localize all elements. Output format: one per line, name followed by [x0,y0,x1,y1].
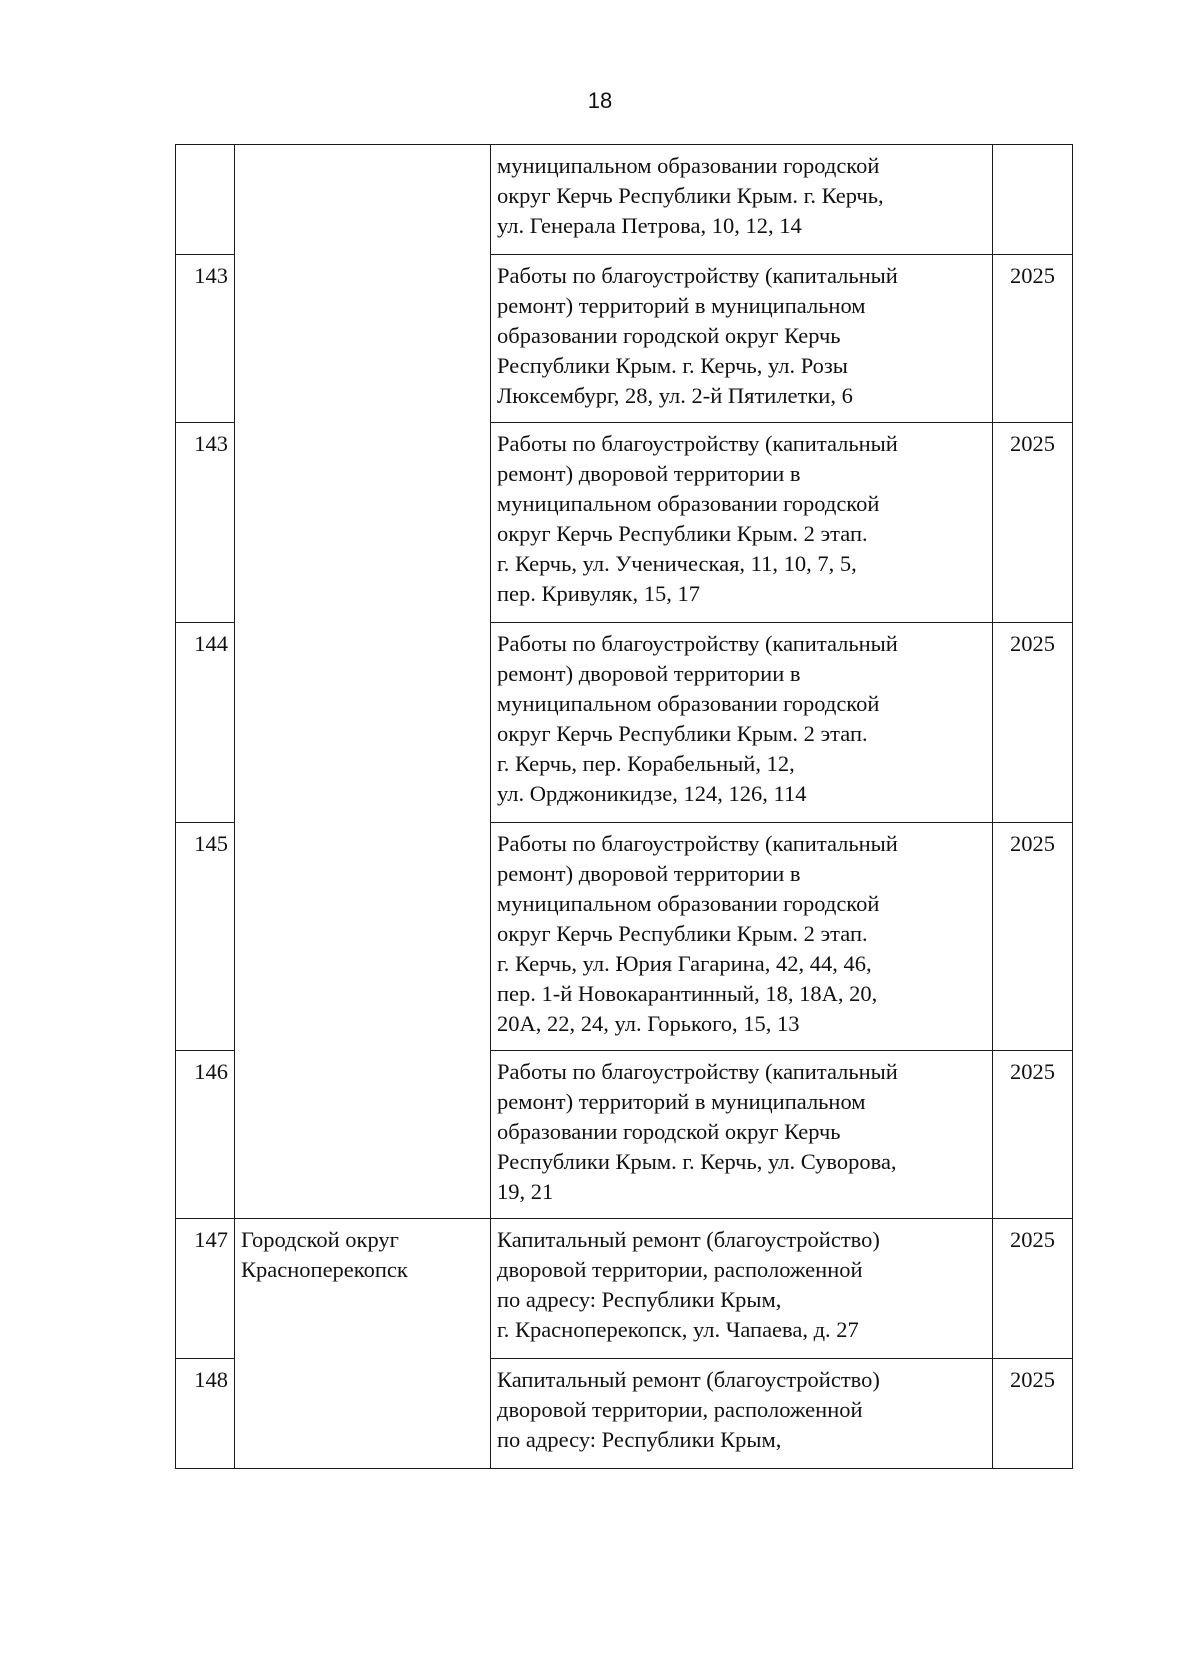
description-line: 20А, 22, 24, ул. Горького, 15, 13 [497,1011,800,1036]
description-cell [491,423,993,623]
description-line: муниципальном образовании городской [497,691,880,716]
description-line: г. Керчь, ул. Ученическая, 11, 10, 7, 5, [497,551,857,576]
row-number: 145 [176,823,235,1051]
description-line: Люксембург, 28, ул. 2-й Пятилетки, 6 [497,383,853,408]
description-line: Работы по благоустройству (капитальный [497,631,898,656]
description-line: ремонт) дворовой территории в [497,861,801,886]
description-line: пер. Кривуляк, 15, 17 [497,581,700,606]
row-number: 148 [176,1359,235,1469]
municipality-cell [235,145,491,1219]
description-cell [491,1359,993,1469]
description-line: Капитальный ремонт (благоустройство) [497,1367,880,1392]
row-number: 143 [176,255,235,423]
description-line: Работы по благоустройству (капитальный [497,263,898,288]
row-number: 143 [176,423,235,623]
description-line: г. Красноперекопск, ул. Чапаева, д. 27 [497,1317,859,1342]
table-row [176,1219,1073,1359]
description-cell [491,823,993,1051]
description-line: муниципальном образовании городской [497,153,880,178]
description-line: Капитальный ремонт (благоустройство) [497,1227,880,1252]
description-line: г. Керчь, ул. Юрия Гагарина, 42, 44, 46, [497,951,872,976]
description-line: г. Керчь, пер. Корабельный, 12, [497,751,795,776]
year-cell: 2025 [993,623,1073,823]
description-line: 19, 21 [497,1179,554,1204]
description-line: по адресу: Республики Крым, [497,1427,782,1452]
description-line: ремонт) дворовой территории в [497,461,801,486]
description-line: муниципальном образовании городской [497,491,880,516]
year-cell: 2025 [993,1051,1073,1219]
year-cell [993,145,1073,255]
description-line: образовании городской округ Керчь [497,323,841,348]
page-number: 18 [587,88,613,113]
description-line: Работы по благоустройству (капитальный [497,431,898,456]
municipality-line: Городской округ [241,1227,399,1252]
year-cell: 2025 [993,1359,1073,1469]
description-line: округ Керчь Республики Крым. 2 этап. [497,921,868,946]
description-line: ремонт) территорий в муниципальном [497,293,866,318]
description-line: Республики Крым. г. Керчь, ул. Суворова, [497,1149,897,1174]
row-number [176,145,235,255]
description-line: образовании городской округ Керчь [497,1119,841,1144]
description-line: Республики Крым. г. Керчь, ул. Розы [497,353,848,378]
description-line: дворовой территории, расположенной [497,1257,863,1282]
description-line: по адресу: Республики Крым, [497,1287,782,1312]
description-line: ул. Генерала Петрова, 10, 12, 14 [497,213,802,238]
description-line: дворовой территории, расположенной [497,1397,863,1422]
description-line: округ Керчь Республики Крым. 2 этап. [497,521,868,546]
year-cell: 2025 [993,1219,1073,1359]
description-cell [491,623,993,823]
description-cell [491,145,993,255]
description-cell [491,1051,993,1219]
description-cell [491,255,993,423]
row-number: 144 [176,623,235,823]
description-line: ремонт) территорий в муниципальном [497,1089,866,1114]
description-line: округ Керчь Республики Крым. 2 этап. [497,721,868,746]
works-table [175,144,1073,1469]
municipality-cell [235,1219,491,1469]
description-line: ул. Орджоникидзе, 124, 126, 114 [497,781,807,806]
year-cell: 2025 [993,823,1073,1051]
description-line: пер. 1-й Новокарантинный, 18, 18А, 20, [497,981,878,1006]
row-number: 146 [176,1051,235,1219]
year-cell: 2025 [993,255,1073,423]
description-line: ремонт) дворовой территории в [497,661,801,686]
year-cell: 2025 [993,423,1073,623]
row-number: 147 [176,1219,235,1359]
table-row [176,145,1073,255]
description-line: Работы по благоустройству (капитальный [497,831,898,856]
description-line: округ Керчь Республики Крым. г. Керчь, [497,183,884,208]
description-line: муниципальном образовании городской [497,891,880,916]
municipality-line: Красноперекопск [241,1257,408,1282]
description-line: Работы по благоустройству (капитальный [497,1059,898,1084]
description-cell [491,1219,993,1359]
